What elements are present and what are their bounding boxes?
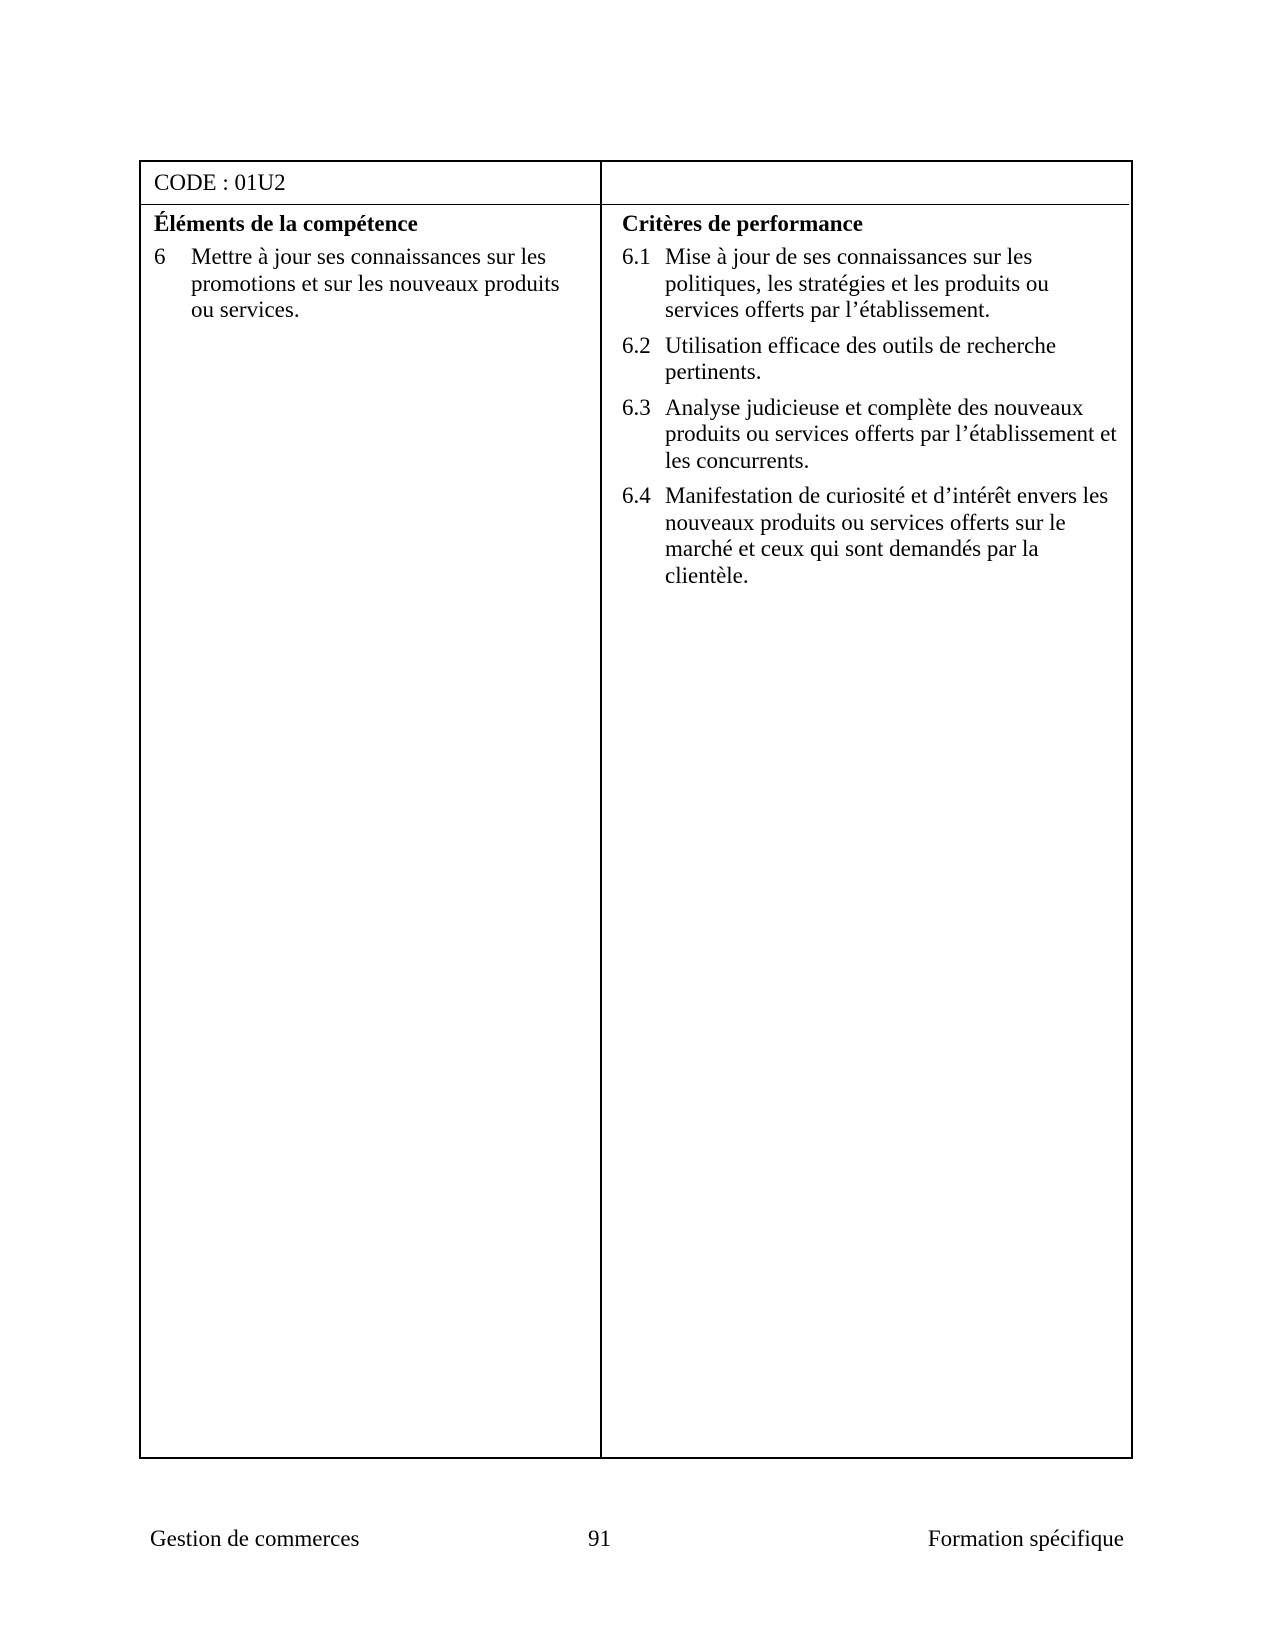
element-number: 6: [154, 244, 166, 269]
elements-column: [154, 210, 584, 333]
elements-heading: Éléments de la compétence: [154, 211, 418, 236]
criteria-column: [622, 210, 1122, 598]
criterion-item: [622, 244, 1122, 324]
column-divider: [600, 162, 602, 1457]
competence-table: [139, 160, 1133, 1459]
criterion-number: 6.2: [622, 332, 651, 358]
criterion-text: Utilisation efficace des outils de recherche pertinents.: [665, 332, 1057, 384]
criterion-text: Mise à jour de ses connaissances sur les politiques, les stratégies et les produits ou services offerts par l’établissement.: [665, 244, 1049, 322]
criterion-number: 6.1: [622, 244, 651, 269]
element-text: Mettre à jour ses connaissances sur les promotions et sur les nouveaux produits ou services.: [191, 244, 560, 322]
criteria-heading: Critères de performance: [622, 211, 863, 236]
criterion-text: Manifestation de curiosité et d’intérêt envers les nouveaux produits ou services offerts sur le marché et ceux qui sont demandés par la clientèle.: [665, 483, 1109, 588]
criterion-number: 6.4: [622, 483, 651, 508]
footer-program-name: Gestion de commerces: [150, 1526, 360, 1551]
criterion-number: 6.3: [622, 394, 651, 420]
page-number: 91: [588, 1526, 611, 1551]
criterion-item: [622, 333, 1122, 386]
criterion-item: [622, 483, 1122, 589]
criterion-text: Analyse judicieuse et complète des nouveaux produits ou services offerts par l’établissement et les concurrents.: [665, 394, 1117, 473]
element-item: [154, 244, 584, 324]
criterion-item: [622, 395, 1122, 475]
footer-section-name: Formation spécifique: [927, 1526, 1124, 1551]
code-row-divider-right: [602, 204, 1129, 205]
code-row-divider: [141, 204, 600, 205]
code-label: CODE : 01U2: [154, 170, 286, 195]
